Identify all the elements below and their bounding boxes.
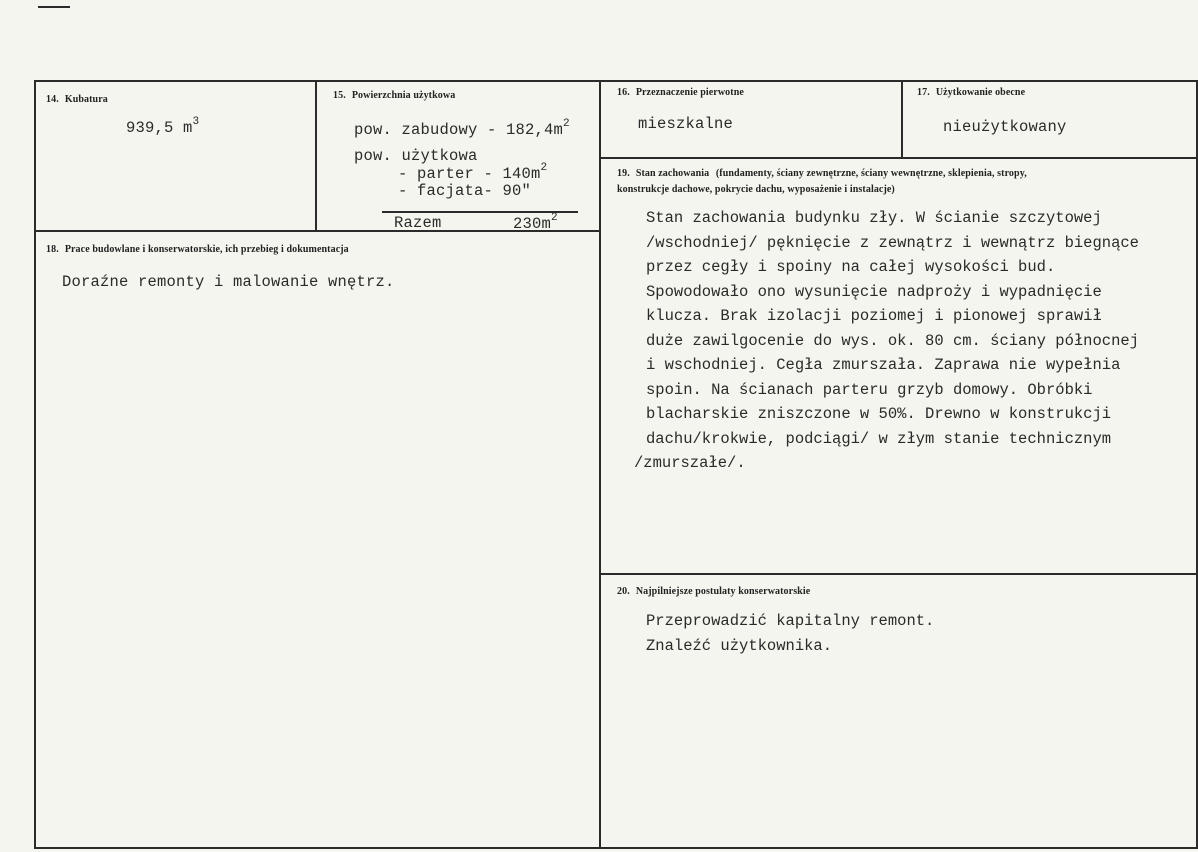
field-19-number: 19.: [617, 168, 630, 179]
field-18-label: [46, 244, 349, 255]
grid-line-f16-bottom: [601, 157, 1198, 159]
field-14-value: [126, 118, 199, 137]
field-18-number: 18.: [46, 244, 59, 255]
field-15-number: 15.: [333, 90, 346, 101]
grid-line-f20-top: [601, 573, 1198, 575]
field-19-line: /zmurszałe/.: [634, 454, 746, 472]
grid-line-middle: [599, 80, 601, 849]
field-15-line2: pow. użytkowa: [354, 147, 478, 165]
parter-sup: 2: [540, 162, 548, 174]
field-15-label: [333, 90, 455, 101]
field-19-label: [617, 168, 1027, 179]
kubatura-unit-sup: 3: [192, 116, 200, 128]
grid-line-f14-f15: [315, 80, 317, 231]
field-15-title: Powierzchnia użytkowa: [351, 90, 456, 101]
field-19-line: /wschodniej/ pęknięcie z zewnątrz i wewnątrz biegnące: [646, 233, 1139, 252]
top-edge-mark: [38, 6, 70, 8]
field-16-title: Przeznaczenie pierwotne: [635, 87, 744, 98]
grid-line-bottom: [34, 847, 1198, 849]
field-19-line: duże zawilgocenie do wys. ok. 80 cm. ściany północnej: [646, 331, 1139, 350]
razem-value: 230m: [513, 215, 552, 234]
field-19-line: dachu/krokwie, podciągi/ w złym stanie technicznym: [646, 429, 1112, 448]
field-18-title: Prace budowlane i konserwatorskie, ich przebieg i dokumentacja: [64, 244, 349, 255]
field-20-line: Przeprowadzić kapitalny remont.: [646, 612, 935, 630]
field-14-title: Kubatura: [64, 94, 108, 105]
parter-value: - parter - 140m: [398, 165, 541, 184]
field-19-line: Spowodowało ono wysunięcie nadproży i wypadnięcie: [646, 282, 1102, 301]
field-15-line4: - facjata- 90": [398, 182, 532, 200]
grid-line-left: [34, 80, 36, 849]
field-19-title: Stan zachowania: [635, 168, 710, 179]
field-20-title: Najpilniejsze postulaty konserwatorskie: [635, 586, 811, 597]
field-16-number: 16.: [617, 87, 630, 98]
razem-sup: 2: [551, 212, 558, 224]
field-16-label: [617, 87, 744, 98]
field-19-text: [634, 206, 1139, 476]
pow-zabudowy-sup: 2: [563, 118, 570, 130]
field-19-line: klucza. Brak izolacji poziomej i pionowej sprawił: [646, 307, 1102, 325]
field-15-total-value: [513, 214, 558, 233]
razem-underline: [382, 211, 578, 213]
field-20-number: 20.: [617, 586, 630, 597]
field-17-title: Użytkowanie obecne: [935, 87, 1026, 98]
field-14-number: 14.: [46, 94, 59, 105]
field-15-line3: [398, 164, 547, 183]
grid-line-f16-f17: [901, 80, 903, 158]
field-17-label: [917, 87, 1025, 98]
pow-zabudowy: pow. zabudowy - 182,4m: [354, 121, 564, 140]
field-17-number: 17.: [917, 87, 930, 98]
field-17-value: nieużytkowany: [943, 118, 1067, 136]
grid-line-top: [34, 80, 1198, 82]
field-18-value: Doraźne remonty i malowanie wnętrz.: [62, 273, 395, 291]
field-19-line: i wschodniej. Cegła zmurszała. Zaprawa nie wypełnia: [646, 356, 1121, 374]
field-20-label: [617, 586, 810, 597]
field-19-line: blacharskie zniszczone w 50%. Drewno w konstrukcji: [646, 405, 1112, 423]
field-19-title-detail: (fundamenty, ściany zewnętrzne, ściany wewnętrzne, sklepienia, stropy,: [715, 168, 1027, 179]
field-19-line: przez cegły i spoiny na całej wysokości bud.: [646, 258, 1056, 276]
kubatura-value: 939,5 m: [126, 119, 193, 138]
field-20-text: [646, 609, 934, 658]
field-16-value: mieszkalne: [638, 115, 734, 133]
field-14-label: [46, 94, 108, 105]
field-15-line1: [354, 120, 570, 139]
field-20-line: Znaleźć użytkownika.: [646, 636, 833, 655]
field-19-line: spoin. Na ścianach parteru grzyb domowy. Obróbki: [646, 380, 1093, 399]
field-15-total-label: Razem: [394, 214, 442, 232]
field-19-label-line2: konstrukcje dachowe, pokrycie dachu, wyposażenie i instalacje): [617, 184, 895, 195]
field-19-line: Stan zachowania budynku zły. W ścianie szczytowej: [646, 209, 1102, 227]
